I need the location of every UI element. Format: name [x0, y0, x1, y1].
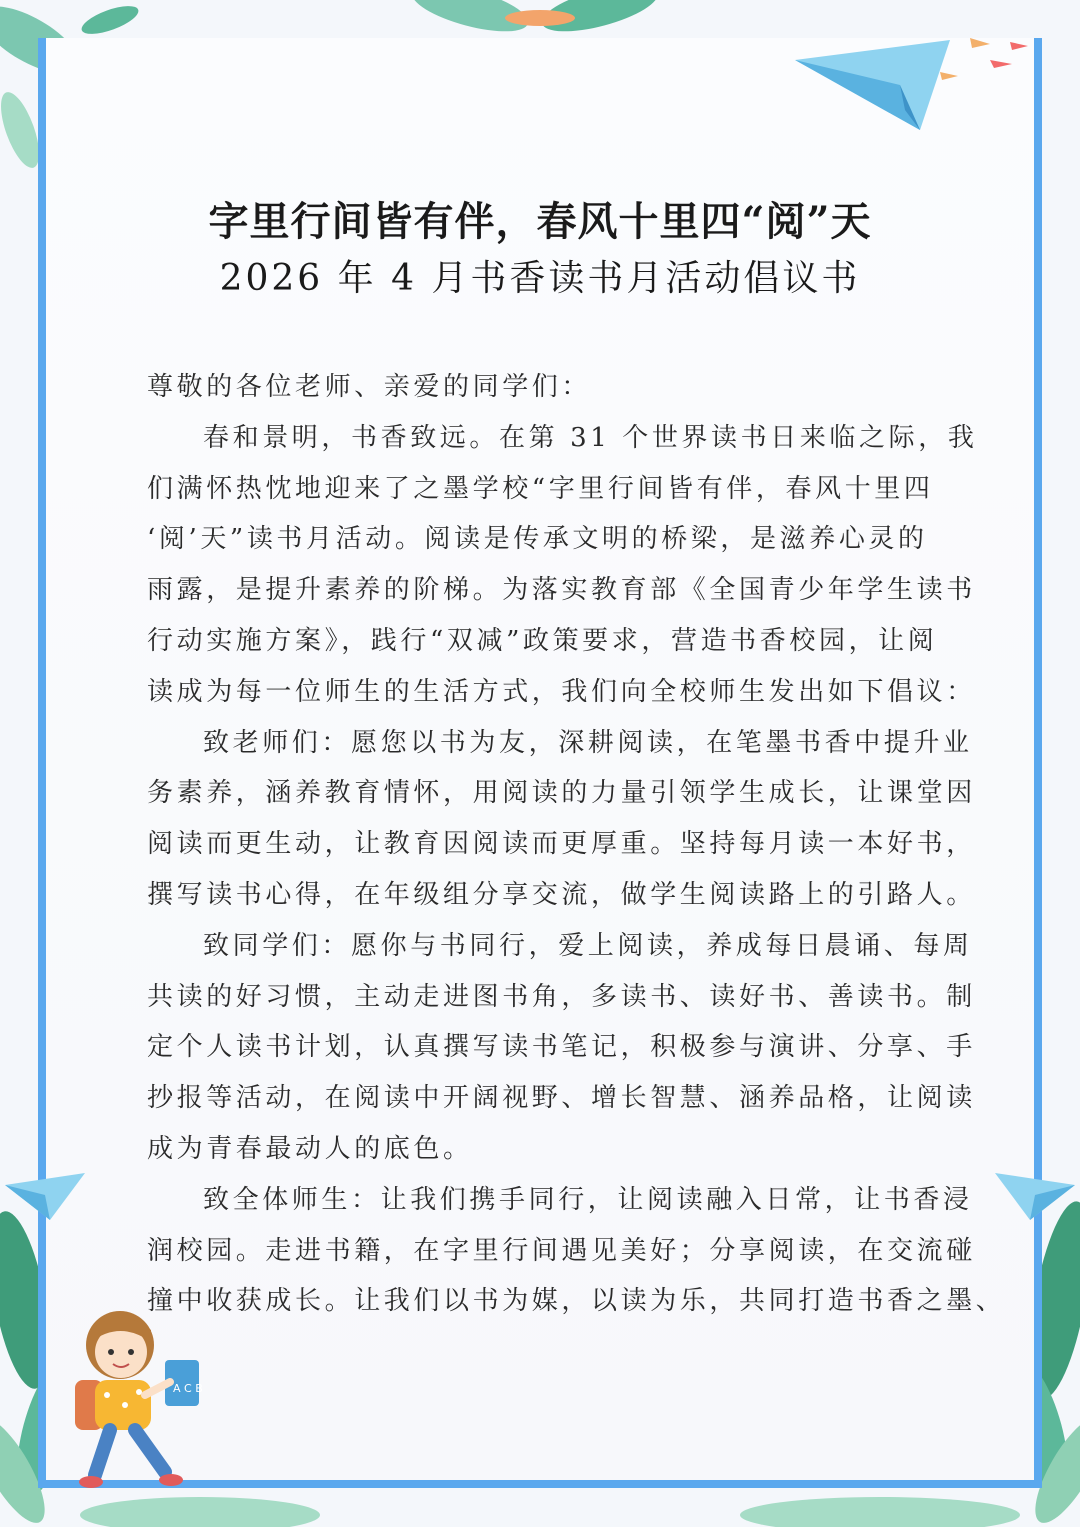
- page-subtitle: 2026 年 4 月书香读书月活动倡议书: [219, 258, 861, 299]
- paragraph-line: 务素养，涵养教育情怀，用阅读的力量引领学生成长，让课堂因: [147, 778, 976, 809]
- paragraph-line: 撰写读书心得，在年级组分享交流，做学生阅读路上的引路人。: [147, 879, 976, 910]
- paragraph-line: 致老师们：愿您以书为友，深耕阅读，在笔墨书香中提升业: [203, 727, 973, 758]
- paragraph-line: 致同学们：愿你与书同行，爱上阅读，养成每日晨诵、每周: [203, 930, 973, 961]
- paragraph-line: 读成为每一位师生的生活方式，我们向全校师生发出如下倡议：: [147, 676, 976, 707]
- paragraph-line: 雨露，是提升素养的阶梯。为落实教育部《全国青少年学生读书: [147, 575, 976, 606]
- letter-body: [147, 362, 1006, 1327]
- paper-plane-left-icon: [0, 1165, 90, 1225]
- book-letters: A C B: [173, 1382, 203, 1395]
- paragraph-line: 成为青春最动人的底色。: [147, 1133, 473, 1164]
- paragraph-line: 润校园。走进书籍，在字里行间遇见美好；分享阅读，在交流碰: [147, 1235, 976, 1266]
- salutation: 尊敬的各位老师、亲爱的同学们：: [147, 372, 592, 402]
- paragraph-line: 们满怀热忱地迎来了之墨学校“字里行间皆有伴，春风十里四: [147, 473, 934, 504]
- paragraph-line: ‘阅’天”读书月活动。阅读是传承文明的桥梁，是滋养心灵的: [147, 524, 928, 555]
- paragraph-line: 共读的好习惯，主动走进图书角，多读书、读好书、善读书。制: [147, 981, 976, 1012]
- paragraph-line: 致全体师生：让我们携手同行，让阅读融入日常，让书香浸: [203, 1184, 973, 1215]
- paragraph-line: 定个人读书计划，认真撰写读书笔记，积极参与演讲、分享、手: [147, 1032, 976, 1063]
- paper-plane-icon: [790, 30, 1040, 150]
- paragraph-line: 春和景明，书香致远。在第 31 个世界读书日来临之际，我: [203, 422, 978, 453]
- paragraph-line: 抄报等活动，在阅读中开阔视野、增长智慧、涵养品格，让阅读: [147, 1083, 976, 1114]
- paragraph-line: 阅读而更生动，让教育因阅读而更厚重。坚持每月读一本好书，: [147, 829, 976, 860]
- paper-plane-right-icon: [990, 1165, 1080, 1225]
- leaves-top-center-decoration: [407, 0, 662, 41]
- page-title: 字里行间皆有伴，春风十里四“阅”天: [208, 198, 872, 245]
- reading-girl-illustration: [55, 1300, 215, 1500]
- paragraph-line: 行动实施方案》，践行“双减”政策要求，营造书香校园，让阅: [147, 625, 938, 656]
- paragraph-line: 撞中收获成长。让我们以书为媒，以读为乐，共同打造书香之墨、: [147, 1286, 1006, 1317]
